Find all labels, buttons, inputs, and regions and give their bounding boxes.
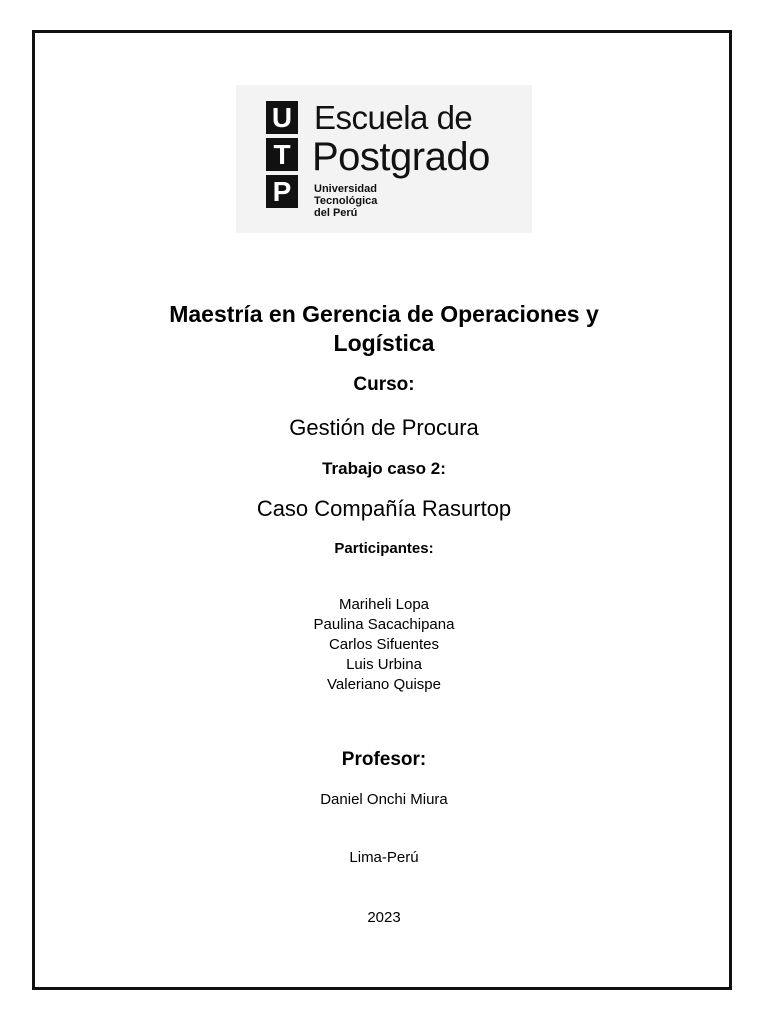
- professor-label: Profesor:: [341, 749, 427, 770]
- logo-sub-line: del Perú: [314, 207, 358, 219]
- utp-logo: [236, 85, 532, 233]
- professor-name: Daniel Onchi Miura: [320, 791, 448, 808]
- logo-letter-u: U: [266, 101, 298, 134]
- logo-letter-t: T: [266, 138, 298, 171]
- location: Lima-Perú: [349, 849, 419, 866]
- participant-name: Paulina Sacachipana: [313, 616, 455, 633]
- work-name: Caso Compañía Rasurtop: [256, 496, 512, 521]
- participants-label: Participantes:: [334, 540, 434, 557]
- document-title: [0, 300, 768, 358]
- title-line: Logística: [333, 330, 435, 356]
- logo-sub-line: Universidad: [314, 183, 377, 195]
- logo-letter-p: P: [266, 175, 298, 208]
- logo-university-name: [314, 183, 377, 219]
- logo-text-postgrado: Postgrado: [312, 135, 490, 179]
- logo-text-escuela: Escuela de: [314, 99, 473, 136]
- year: 2023: [367, 909, 401, 926]
- course-name: Gestión de Procura: [289, 415, 479, 440]
- course-label: Curso:: [353, 374, 415, 395]
- participant-name: Mariheli Lopa: [338, 596, 430, 613]
- work-label: Trabajo caso 2:: [322, 459, 446, 478]
- logo-sub-line: Tecnológica: [314, 195, 378, 207]
- logo-letter-blocks: [266, 101, 298, 212]
- title-line: Maestría en Gerencia de Operaciones y: [169, 301, 599, 327]
- participant-name: Luis Urbina: [346, 656, 422, 673]
- participant-name: Valeriano Quispe: [327, 676, 441, 693]
- participants-list: [0, 595, 768, 695]
- participant-name: Carlos Sifuentes: [328, 636, 440, 653]
